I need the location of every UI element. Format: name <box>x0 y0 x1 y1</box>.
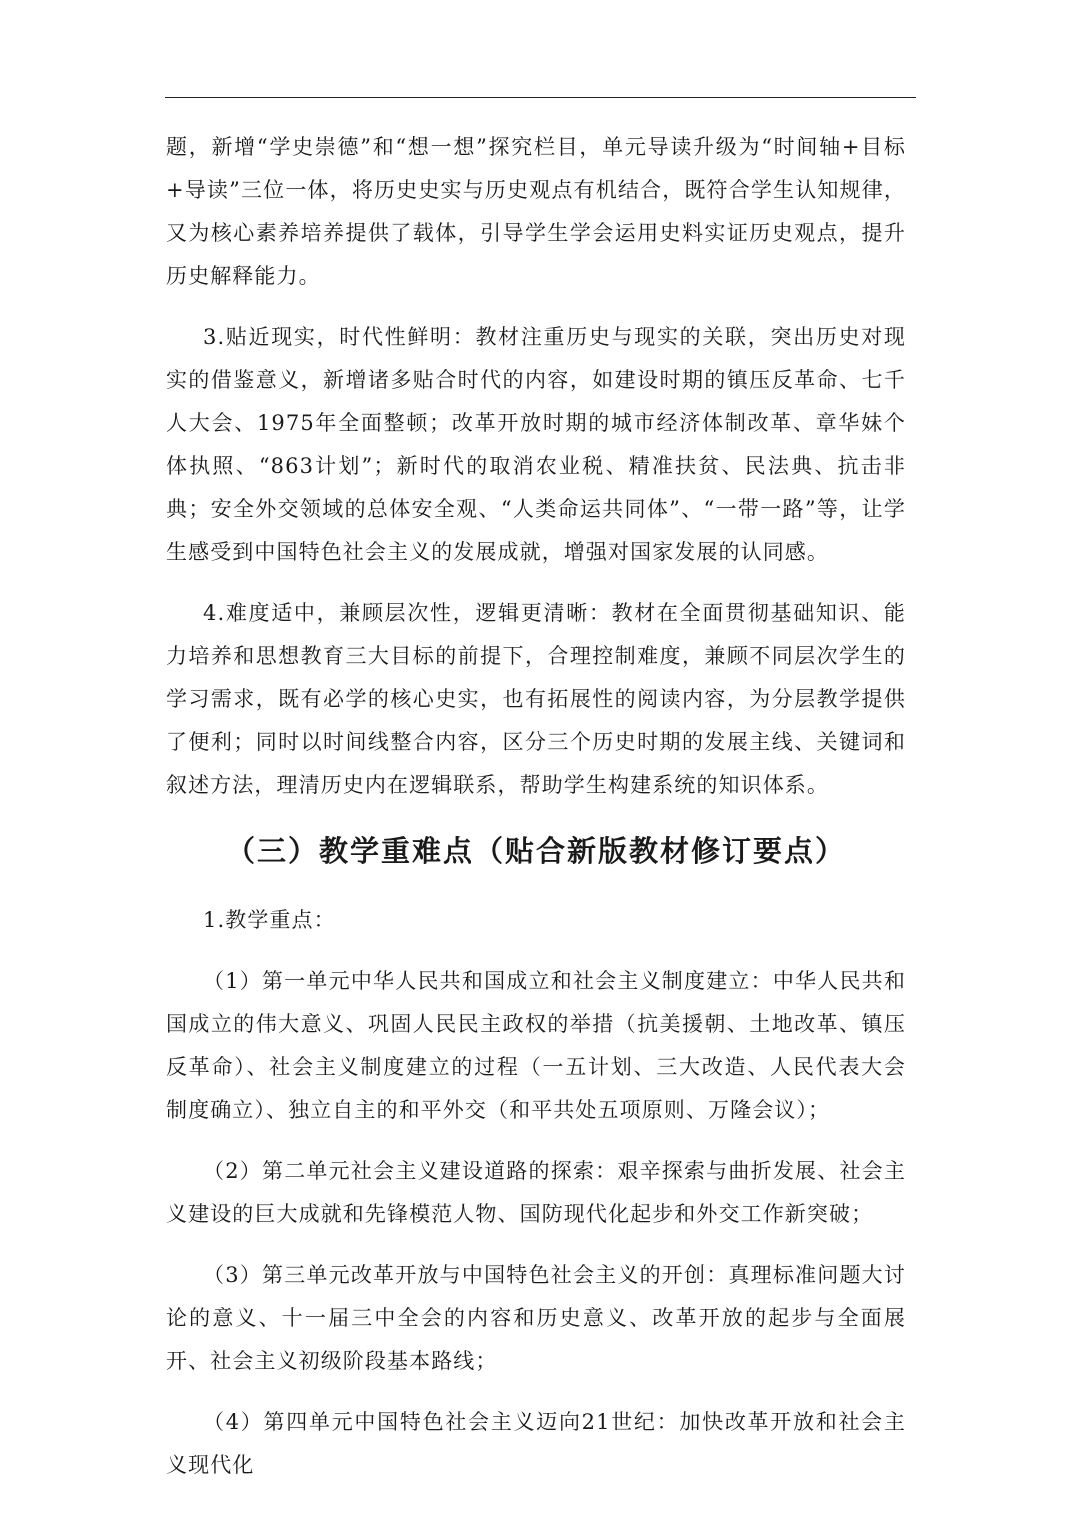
paragraph-point-4: 4.难度适中，兼顾层次性，逻辑更清晰：教材在全面贯彻基础知识、能力培养和思想教育三大目标的前提下，合理控制难度，兼顾不同层次学生的学习需求，既有必学的核心史实，也有拓展性的阅读内容，为分层教学提供了便利；同时以时间线整合内容，区分三个历史时期的发展主线、关键词和叙述方法，理清历史内在逻辑联系，帮助学生构建系统的知识体系。 <box>166 601 906 797</box>
paragraph-unit-1: （1）第一单元中华人民共和国成立和社会主义制度建立：中华人民共和国成立的伟大意义、巩固人民民主政权的举措（抗美援朝、土地改革、镇压反革命）、社会主义制度建立的过程（一五计划、三大改造、人民代表大会制度确立）、独立自主的和平外交（和平共处五项原则、万隆会议）； <box>166 969 906 1122</box>
paragraph-unit-4: （4）第四单元中国特色社会主义迈向21世纪：加快改革开放和社会主义现代化 <box>166 1410 906 1477</box>
header-rule <box>165 97 916 98</box>
document-body <box>166 126 906 1487</box>
paragraph-continuation: 题，新增“学史崇德”和“想一想”探究栏目，单元导读升级为“时间轴+目标+导读”三位一体，将历史史实与历史观点有机结合，既符合学生认知规律，又为核心素养培养提供了载体，引导学生学会运用史料实证历史观点，提升历史解释能力。 <box>166 135 906 288</box>
paragraph-unit-3: （3）第三单元改革开放与中国特色社会主义的开创：真理标准问题大讨论的意义、十一届三中全会的内容和历史意义、改革开放的起步与全面展开、社会主义初级阶段基本路线； <box>166 1263 906 1373</box>
paragraph-teaching-focus-heading: 1.教学重点： <box>203 908 336 932</box>
section-title: （三）教学重难点（贴合新版教材修订要点） <box>225 834 846 868</box>
paragraph-unit-2: （2）第二单元社会主义建设道路的探索：艰辛探索与曲折发展、社会主义建设的巨大成就和先锋模范人物、国防现代化起步和外交工作新突破； <box>166 1159 906 1226</box>
paragraph-point-3: 3.贴近现实，时代性鲜明：教材注重历史与现实的关联，突出历史对现实的借鉴意义，新增诸多贴合时代的内容，如建设时期的镇压反革命、七千人大会、1975年全面整顿；改革开放时期的城市经济体制改革、章华妹个体执照、“863计划”；新时代的取消农业税、精准扶贫、民法典、抗击非典；安全外交领域的总体安全观、“人类命运共同体”、“一带一路”等，让学生感受到中国特色社会主义的发展成就，增强对国家发展的认同感。 <box>166 325 906 564</box>
